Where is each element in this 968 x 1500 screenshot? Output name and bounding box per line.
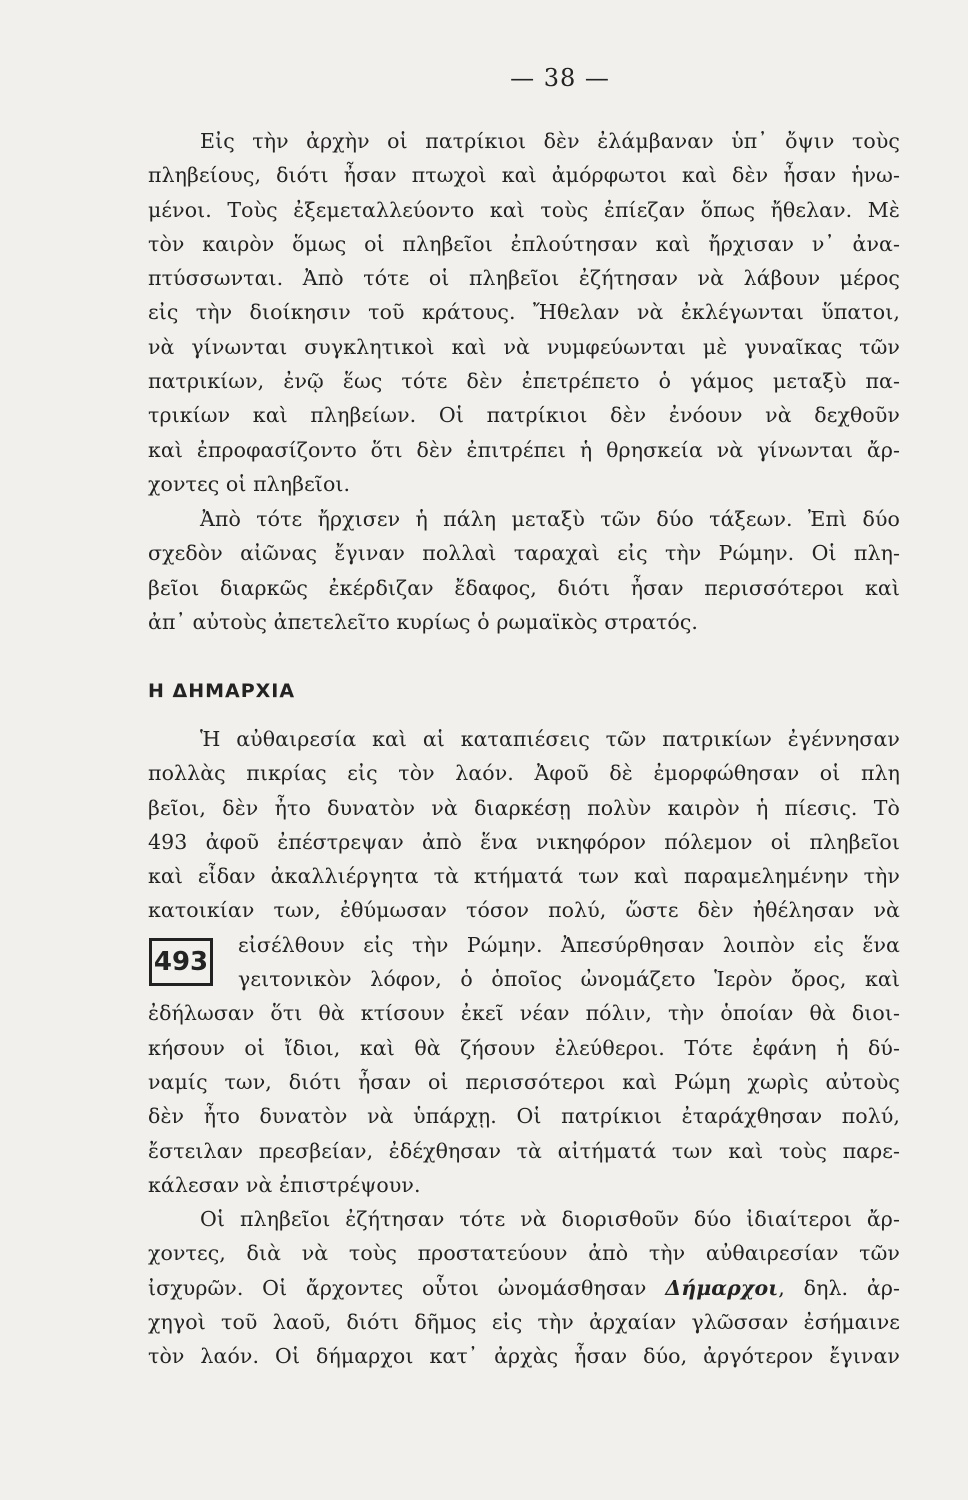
text-line: ἐδήλωσαν ὅτι θὰ κτίσουν ἐκεῖ νέαν πόλιν, τὴν ὁποίαν θὰ διοι- bbox=[148, 1001, 900, 1026]
paragraph-4 bbox=[148, 1202, 900, 1373]
text-line: εἰσέλθουν εἰς τὴν Ρώμην. Ἀπεσύρθησαν λοιπὸν εἰς ἕνα bbox=[238, 932, 900, 957]
text-line: χοντες οἱ πληβεῖοι. bbox=[148, 471, 351, 496]
paragraph-3 bbox=[148, 722, 900, 1202]
text-line: μένοι. Τοὺς ἐξεμεταλλεύοντο καὶ τοὺς ἐπίεζαν ὅπως ἤθελαν. Μὲ bbox=[148, 197, 900, 222]
text-line: κήσουν οἱ ἴδιοι, καὶ θὰ ζήσουν ἐλεύθεροι. Τότε ἐφάνη ἡ δύ- bbox=[148, 1035, 900, 1060]
paragraph-2 bbox=[148, 502, 900, 639]
text-line: καὶ ἐπροφασίζοντο ὅτι δὲν ἐπιτρέπει ἡ θρησκεία νὰ γίνωνται ἄρ- bbox=[148, 437, 900, 462]
text-line: 493 ἀφοῦ ἐπέστρεψαν ἀπὸ ἕνα νικηφόρον πόλεμον οἱ πληβεῖοι bbox=[148, 829, 900, 854]
text-fragment: ἰσχυρῶν. Οἱ ἄρχοντες οὗτοι ὠνομάσθησαν bbox=[148, 1275, 666, 1300]
text-line: πτύσσωνται. Ἀπὸ τότε οἱ πληβεῖοι ἐζήτησαν νὰ λάβουν μέρος bbox=[148, 266, 900, 291]
text-line-with-emphasis bbox=[148, 1271, 900, 1305]
text-line: Ἡ αὐθαιρεσία καὶ αἱ καταπιέσεις τῶν πατρικίων ἐγέννησαν bbox=[200, 727, 900, 751]
text-line: Οἱ πληβεῖοι ἐζήτησαν τότε νὰ διορισθοῦν δύο ἰδιαίτεροι ἄρ- bbox=[200, 1207, 900, 1231]
section-heading: Η ΔΗΜΑΡΧΙΑ bbox=[148, 680, 296, 702]
indented-lines bbox=[148, 928, 900, 997]
text-line: ἔστειλαν πρεσβείαν, ἐδέχθησαν τὰ αἰτήματά των καὶ τοὺς παρε- bbox=[148, 1138, 900, 1163]
page-number: — 38 — bbox=[510, 64, 610, 92]
text-line: σχεδὸν αἰῶνας ἔγιναν πολλαὶ ταραχαὶ εἰς τὴν Ρώμην. Οἱ πλη- bbox=[148, 541, 900, 566]
text-fragment: , δηλ. ἀρ- bbox=[778, 1275, 900, 1300]
year-marker-box: 493 bbox=[149, 938, 213, 986]
text-line: εἰς τὴν διοίκησιν τοῦ κράτους. Ἤθελαν νὰ ἐκλέγωνται ὕπατοι, bbox=[148, 300, 900, 325]
text-line: πατρικίων, ἐνῷ ἕως τότε δὲν ἐπετρέπετο ὁ γάμος μεταξὺ πα- bbox=[148, 369, 900, 394]
text-line: γειτονικὸν λόφον, ὁ ὁποῖος ὠνομάζετο Ἱερὸν ὄρος, καὶ bbox=[238, 967, 900, 992]
text-line: χηγοὶ τοῦ λαοῦ, διότι δῆμος εἰς τὴν ἀρχαίαν γλῶσσαν ἐσήμαινε bbox=[148, 1309, 900, 1334]
text-line: ἀπ᾽ αὐτοὺς ἀπετελεῖτο κυρίως ὁ ρωμαϊκὸς στρατός. bbox=[148, 609, 699, 634]
text-line: τὸν λαόν. Οἱ δήμαρχοι κατ᾽ ἀρχὰς ἦσαν δύο, ἀργότερον ἔγιναν bbox=[148, 1344, 900, 1369]
text-line: κάλεσαν νὰ ἐπιστρέψουν. bbox=[148, 1172, 421, 1197]
text-line: δὲν ἦτο δυνατὸν νὰ ὑπάρχῃ. Οἱ πατρίκιοι ἐταράχθησαν πολύ, bbox=[148, 1104, 900, 1129]
text-line: ναμίς των, διότι ἦσαν οἱ περισσότεροι καὶ Ρώμη χωρὶς αὐτοὺς bbox=[148, 1069, 900, 1094]
text-line: Εἰς τὴν ἀρχὴν οἱ πατρίκιοι δὲν ἐλάμβαναν ὑπ᾽ ὄψιν τοὺς bbox=[200, 129, 900, 153]
text-line: Ἀπὸ τότε ἤρχισεν ἡ πάλη μεταξὺ τῶν δύο τάξεων. Ἐπὶ δύο bbox=[200, 507, 900, 531]
emphasized-term: Δήμαρχοι bbox=[665, 1275, 779, 1300]
text-line: τὸν καιρὸν ὅμως οἱ πληβεῖοι ἐπλούτησαν καὶ ἤρχισαν ν᾽ ἀνα- bbox=[148, 231, 900, 256]
text-line: νὰ γίνωνται συγκλητικοὶ καὶ νὰ νυμφεύωνται μὲ γυναῖκας τῶν bbox=[148, 334, 900, 359]
text-line: βεῖοι, δὲν ἦτο δυνατὸν νὰ διαρκέσῃ πολὺν καιρὸν ἡ πίεσις. Τὸ bbox=[148, 795, 900, 820]
text-line: τρικίων καὶ πληβείων. Οἱ πατρίκιοι δὲν ἐνόουν νὰ δεχθοῦν bbox=[148, 403, 900, 428]
paragraph-1 bbox=[148, 124, 900, 501]
text-line: κατοικίαν των, ἐθύμωσαν τόσον πολύ, ὥστε δὲν ἠθέλησαν νὰ bbox=[148, 898, 900, 923]
text-line: πολλὰς πικρίας εἰς τὸν λαόν. Ἀφοῦ δὲ ἐμορφώθησαν οἱ πλη bbox=[148, 761, 900, 786]
text-line: πληβείους, διότι ἦσαν πτωχοὶ καὶ ἀμόρφωτοι καὶ δὲν ἦσαν ἡνω- bbox=[148, 163, 900, 188]
text-line: βεῖοι διαρκῶς ἐκέρδιζαν ἔδαφος, διότι ἦσαν περισσότεροι καὶ bbox=[148, 575, 900, 600]
text-line: χοντες, διὰ νὰ τοὺς προστατεύουν ἀπὸ τὴν αὐθαιρεσίαν τῶν bbox=[148, 1241, 900, 1266]
text-line: καὶ εἶδαν ἀκαλλιέργητα τὰ κτήματά των καὶ παραμελημένην τὴν bbox=[148, 864, 900, 889]
